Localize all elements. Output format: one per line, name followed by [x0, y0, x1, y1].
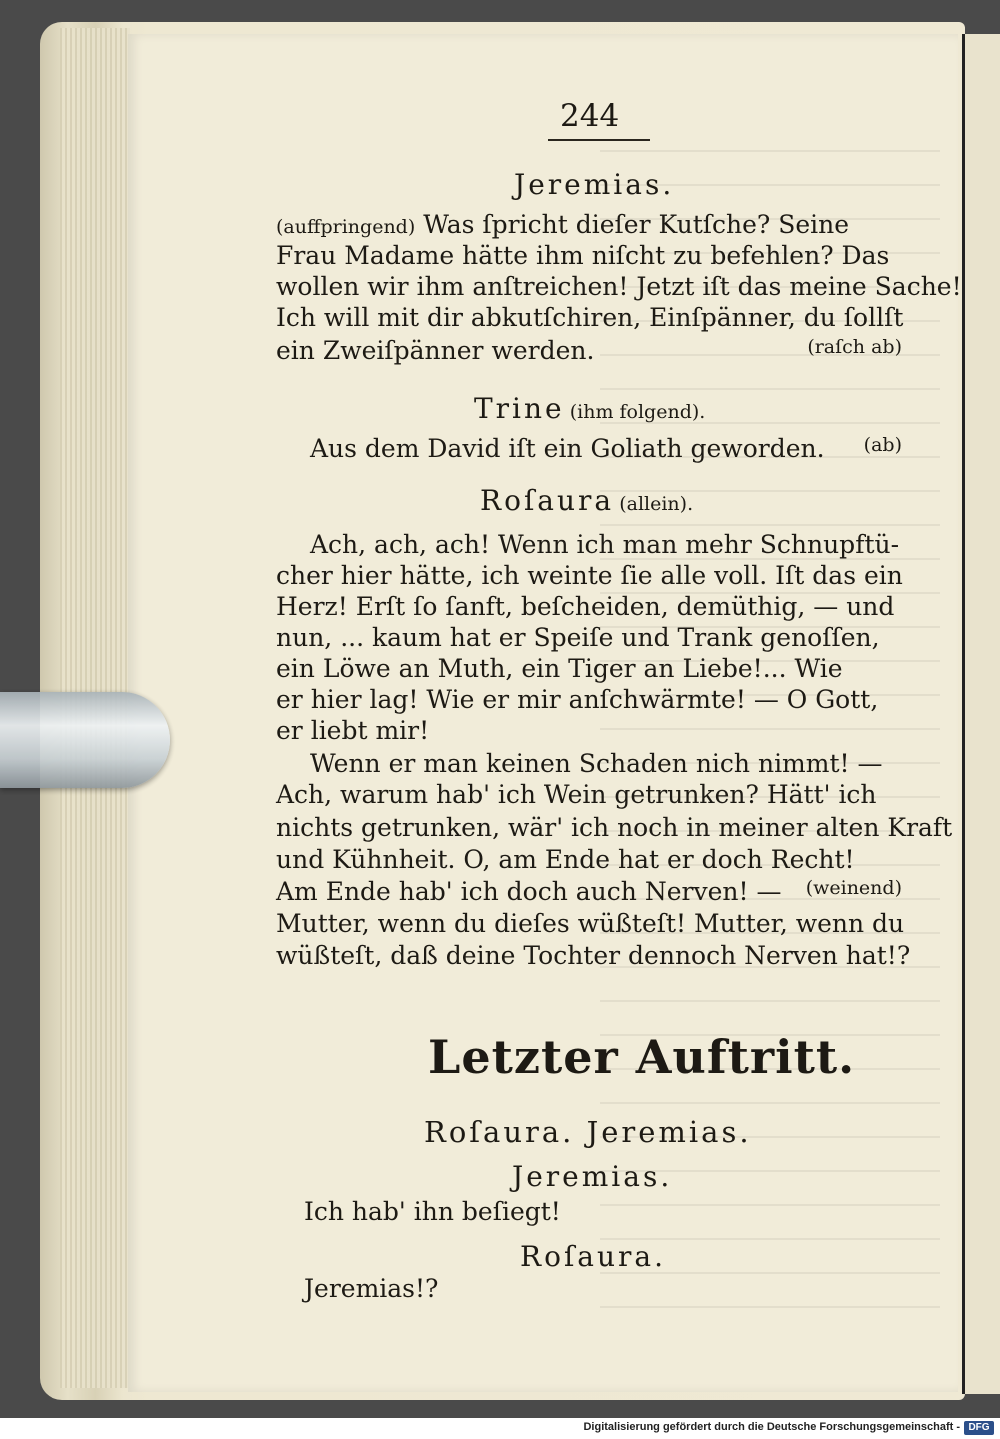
- speaker-name: Roſaura: [480, 484, 615, 517]
- cast-list: Roſaura. Jeremias.: [424, 1115, 752, 1149]
- funding-credit: Digitalisierung gefördert durch die Deutsche Forschungsgemeinschaft -: [583, 1421, 960, 1433]
- footer-bar: [0, 1418, 1000, 1439]
- text-line: nichts getrunken, wär' ich noch in meiner alten Kraft: [276, 813, 953, 842]
- text-line: ein Löwe an Muth, ein Tiger an Liebe!... Wie: [276, 654, 843, 683]
- text-line: er hier lag! Wie er mir anſchwärmte! — O Gott,: [276, 685, 879, 714]
- text-line: Ach, ach, ach! Wenn ich man mehr Schnupftü-: [310, 530, 900, 559]
- text-line: Ich hab' ihn beſiegt!: [304, 1197, 561, 1226]
- speaker-name: Trine: [474, 392, 565, 425]
- page-clip: [0, 692, 170, 788]
- text-line: Ich will mit dir abkutſchiren, Einſpänner, du ſollſt: [276, 303, 904, 332]
- line-text: Am Ende hab' ich doch auch Nerven! —: [276, 877, 782, 906]
- line-text: ein Zweiſpänner werden.: [276, 336, 595, 365]
- text-line: er liebt mir!: [276, 716, 430, 745]
- text-line: wüßteſt, daß deine Tochter dennoch Nerven hat!?: [276, 941, 911, 970]
- stage-direction: (allein).: [619, 493, 694, 515]
- text-line: Ach, warum hab' ich Wein getrunken? Hätt' ich: [276, 780, 877, 809]
- text-line: Wenn er man keinen Schaden nich nimmt! —: [310, 749, 883, 778]
- text-line: nun, ... kaum hat er Speiſe und Trank genoſſen,: [276, 623, 880, 652]
- text-line: [276, 210, 902, 239]
- line-text: Aus dem David iſt ein Goliath geworden.: [310, 434, 825, 463]
- page-number: 244: [560, 98, 620, 134]
- text-line: wollen wir ihm anſtreichen! Jetzt iſt das meine Sache!: [276, 272, 962, 301]
- text-line: Jeremias!?: [304, 1274, 439, 1303]
- header-rule: [548, 139, 650, 141]
- dfg-logo: DFG: [964, 1421, 994, 1435]
- stage-direction: (ihm folgend).: [569, 401, 706, 423]
- speaker-rosaura: [480, 484, 693, 517]
- scene-heading: Letzter Auftritt.: [428, 1030, 856, 1084]
- text-line: Herz! Erſt ſo ſanft, beſcheiden, demüthig, — und: [276, 592, 895, 621]
- stage-direction: (ab): [863, 434, 902, 456]
- text-line: Mutter, wenn du dieſes wüßteſt! Mutter, wenn du: [276, 909, 905, 938]
- stage-direction: (raſch ab): [807, 336, 902, 358]
- text-line: [276, 336, 902, 365]
- adjacent-page-edge: [962, 34, 1000, 1394]
- text-line: [310, 434, 902, 463]
- text-line: [276, 877, 902, 906]
- speaker-jeremias: Jeremias.: [512, 1160, 673, 1193]
- speaker-trine: [474, 392, 705, 425]
- speaker-jeremias: Jeremias.: [514, 168, 675, 201]
- text-line: und Kühnheit. O, am Ende hat er doch Recht!: [276, 845, 855, 874]
- line-text: Was ſpricht dieſer Kutſche? Seine: [423, 210, 850, 239]
- speaker-rosaura: Roſaura.: [520, 1240, 667, 1273]
- text-line: Frau Madame hätte ihm niſcht zu befehlen? Das: [276, 241, 890, 270]
- text-line: cher hier hätte, ich weinte ſie alle voll. Iſt das ein: [276, 561, 903, 590]
- stage-direction: (auffpringend): [276, 216, 416, 238]
- stage-direction: (weinend): [805, 877, 902, 899]
